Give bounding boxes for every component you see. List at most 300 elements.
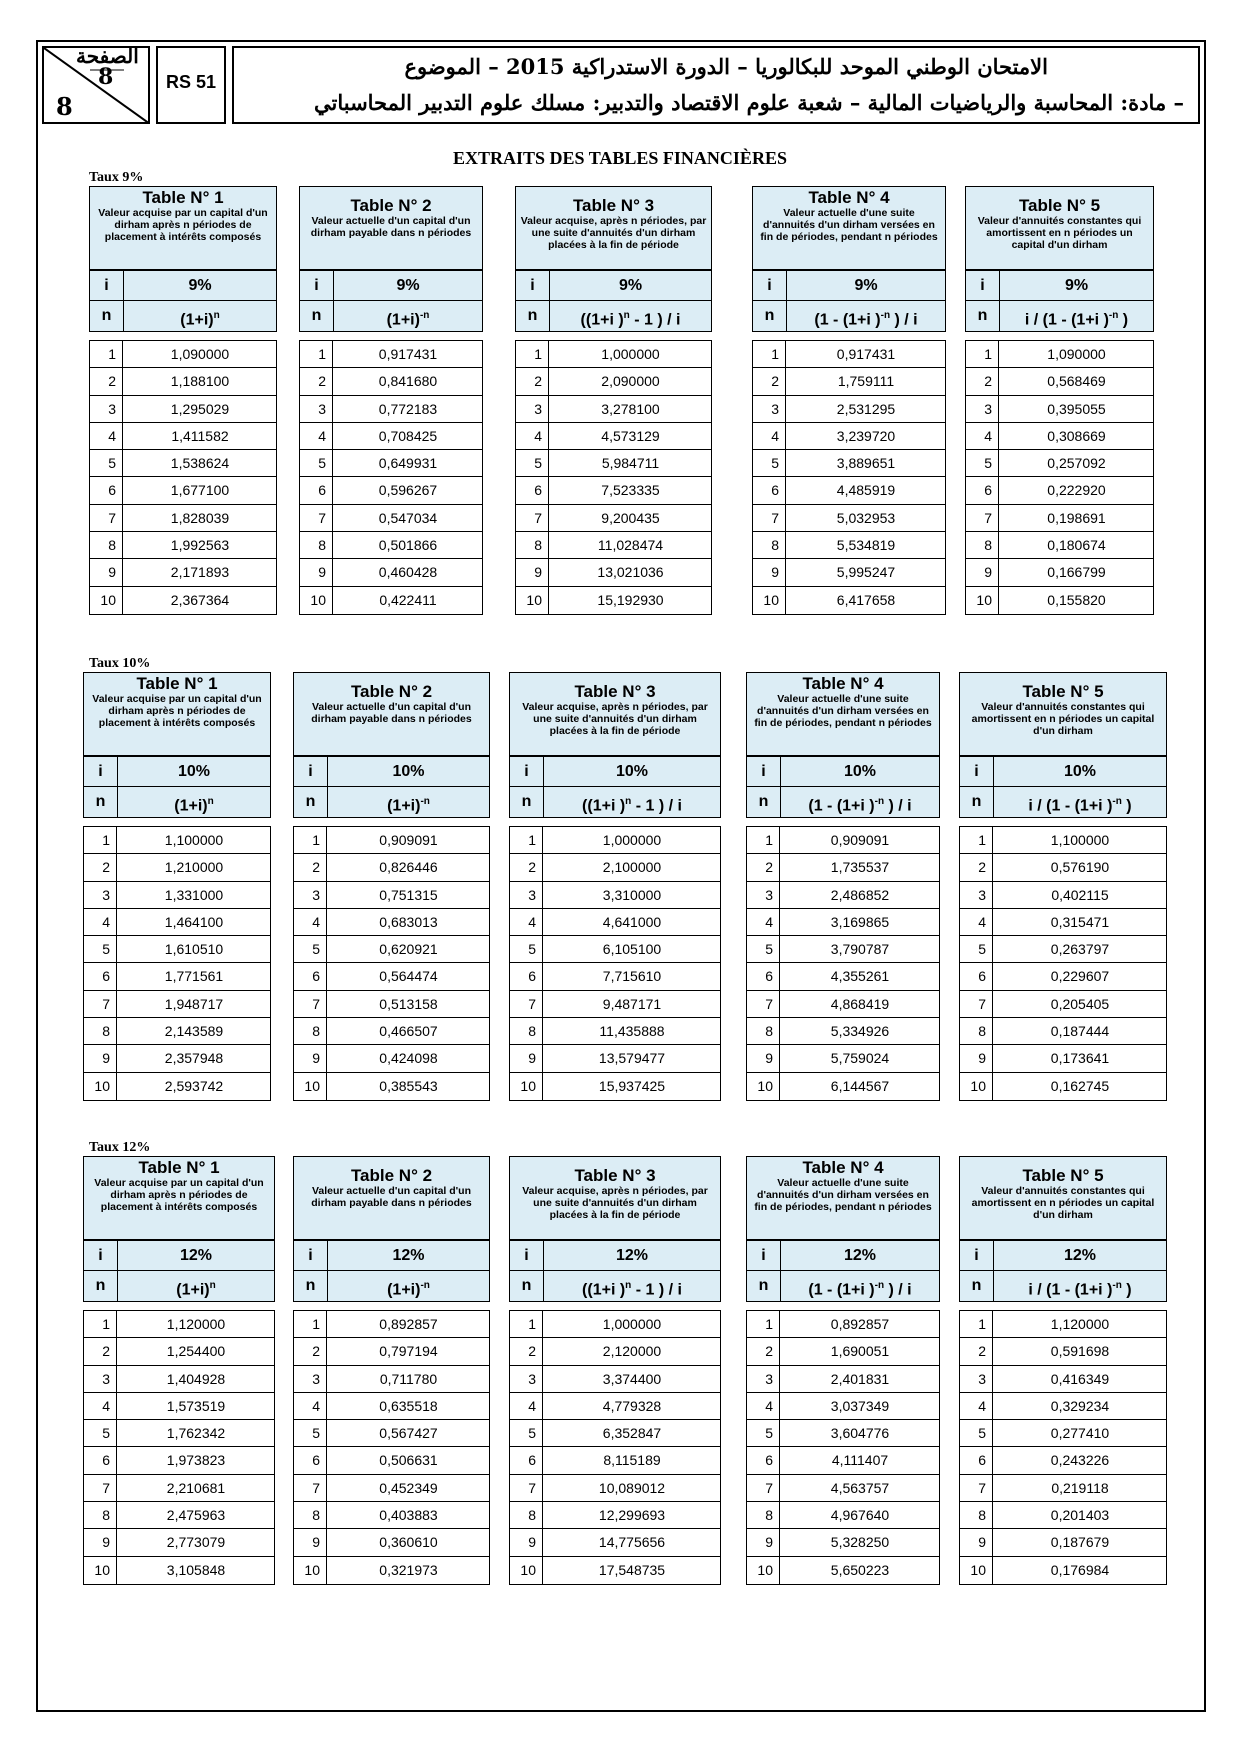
table-value: 0,917431 <box>378 346 438 362</box>
table-row <box>300 396 482 423</box>
table-row <box>960 909 1166 936</box>
table-value: 0,892857 <box>830 1316 890 1332</box>
table-value: 0,909091 <box>379 832 438 848</box>
table-header <box>515 186 712 270</box>
period-number: 3 <box>960 882 993 908</box>
table-row <box>753 341 945 368</box>
table-value: 4,967640 <box>830 1507 890 1524</box>
rate-value: 12% <box>843 1247 877 1264</box>
table-row <box>747 882 939 909</box>
table-row <box>753 423 945 450</box>
table-body <box>746 826 940 1101</box>
table-row <box>294 963 489 990</box>
rate-row <box>746 1240 940 1272</box>
period-number: 4 <box>753 423 786 449</box>
table-row <box>960 1311 1166 1338</box>
table-row <box>516 341 711 368</box>
table-title: Table N° 1 <box>138 1158 220 1177</box>
table-description: Valeur d'annuités constantes qui amortissent en n périodes un capital d'un dirham <box>977 215 1142 251</box>
table-body <box>299 340 483 615</box>
formula <box>118 1271 274 1301</box>
period-number: 1 <box>84 827 117 853</box>
rate-symbol: i <box>747 757 781 787</box>
rate-row <box>752 270 946 302</box>
formula-row <box>509 1270 721 1302</box>
table-description: Valeur actuelle d'une suite d'annuités d'un dirham versées en fin de périodes, pendant n périodes <box>754 693 932 729</box>
period-number: 5 <box>294 1420 327 1446</box>
table-value: 0,424098 <box>379 1050 438 1067</box>
period-number: 4 <box>960 909 993 935</box>
formula-tail: ) <box>1121 797 1132 815</box>
period-number: 7 <box>516 505 549 531</box>
table-row <box>516 477 711 504</box>
table-row <box>510 909 720 936</box>
table-row <box>510 1366 720 1393</box>
table-description: Valeur actuelle d'un capital d'un dirham payable dans n périodes <box>310 215 472 239</box>
table-row <box>516 559 711 586</box>
formula <box>994 1271 1166 1301</box>
table-description: Valeur d'annuités constantes qui amortissent en n périodes un capital d'un dirham <box>971 701 1155 737</box>
table-value: 9,200435 <box>601 509 660 526</box>
period-number: 1 <box>510 827 543 853</box>
formula-exponent: -n <box>1108 310 1119 321</box>
period-number: 2 <box>747 1338 780 1364</box>
table-value: 3,169865 <box>830 913 890 930</box>
table-value: 4,563757 <box>830 1479 890 1496</box>
table-value: 1,992563 <box>170 537 230 554</box>
table-value: 0,772183 <box>378 400 438 417</box>
rate-symbol: i <box>753 271 787 301</box>
exam-code: RS 51 <box>165 72 217 92</box>
rate-row <box>299 270 483 302</box>
financial-table <box>959 1156 1167 1626</box>
table-value: 0,155820 <box>1047 591 1106 608</box>
period-number: 1 <box>300 341 333 367</box>
period-symbol: n <box>510 1271 544 1301</box>
period-symbol: n <box>294 1271 328 1301</box>
period-number: 5 <box>747 1420 780 1446</box>
period-number: 8 <box>966 532 999 558</box>
table-value: 0,567427 <box>379 1425 438 1442</box>
table-title: Table N° 2 <box>350 196 432 215</box>
rate-symbol: i <box>294 757 328 787</box>
table-row <box>747 1529 939 1556</box>
table-title: Table N° 1 <box>136 674 218 693</box>
rate-value: 9% <box>854 277 878 294</box>
formula-exponent: -n <box>419 310 430 321</box>
table-row <box>966 396 1153 423</box>
table-value: 2,773079 <box>166 1534 226 1551</box>
period-number: 5 <box>510 936 543 962</box>
formula-row <box>89 300 277 332</box>
table-row <box>747 1366 939 1393</box>
table-header <box>83 1156 275 1240</box>
table-header <box>83 672 271 756</box>
rate-row <box>293 1240 490 1272</box>
period-number: 4 <box>294 1393 327 1419</box>
formula-row <box>83 786 271 818</box>
table-value: 0,329234 <box>1050 1397 1110 1414</box>
period-number: 4 <box>516 423 549 449</box>
table-title: Table N° 5 <box>1022 1166 1104 1185</box>
rate-symbol: i <box>294 1241 328 1271</box>
formula <box>544 1271 720 1301</box>
period-number: 5 <box>747 936 780 962</box>
period-number: 6 <box>747 1447 780 1473</box>
formula-base: (1 - (1+i ) <box>814 311 881 329</box>
table-row <box>966 450 1153 477</box>
table-value: 0,649931 <box>378 455 438 472</box>
period-number: 8 <box>84 1502 117 1528</box>
period-number: 4 <box>510 909 543 935</box>
table-value: 0,257092 <box>1047 455 1106 472</box>
table-row <box>747 1557 939 1584</box>
period-number: 10 <box>516 587 549 614</box>
table-value: 1,100000 <box>1050 832 1110 848</box>
period-number: 6 <box>510 1447 543 1473</box>
table-value: 1,464100 <box>164 913 224 930</box>
table-row <box>753 450 945 477</box>
table-row <box>753 396 945 423</box>
rate-symbol: i <box>516 271 550 301</box>
table-value: 0,321973 <box>379 1561 438 1578</box>
table-row <box>510 991 720 1018</box>
period-number: 1 <box>294 1311 327 1337</box>
table-row <box>90 477 276 504</box>
table-row <box>294 1420 489 1447</box>
table-value: 2,090000 <box>601 373 660 390</box>
table-row <box>294 1393 489 1420</box>
table-row <box>747 1393 939 1420</box>
period-number: 10 <box>966 587 999 614</box>
formula <box>994 787 1166 817</box>
period-number: 3 <box>747 882 780 908</box>
formula-exponent: -n <box>1112 1280 1122 1291</box>
table-header <box>752 186 946 270</box>
table-row <box>84 1045 270 1072</box>
formula-row <box>965 300 1154 332</box>
table-value: 0,917431 <box>836 346 896 362</box>
table-value: 2,401831 <box>830 1370 890 1387</box>
period-number: 3 <box>516 396 549 422</box>
table-value: 0,187444 <box>1050 1023 1110 1040</box>
table-value: 0,826446 <box>379 859 438 876</box>
table-value: 3,278100 <box>601 400 660 417</box>
table-body <box>515 340 712 615</box>
period-number: 7 <box>747 991 780 1017</box>
table-row <box>294 1447 489 1474</box>
formula <box>118 787 270 817</box>
period-number: 3 <box>84 882 117 908</box>
rate-row <box>515 270 712 302</box>
table-title: Table N° 3 <box>572 196 655 215</box>
rate-row <box>509 1240 721 1272</box>
table-body <box>959 826 1167 1101</box>
table-value: 0,452349 <box>379 1479 438 1496</box>
rate-value: 10% <box>392 763 425 780</box>
period-symbol: n <box>510 787 544 817</box>
table-row <box>747 1420 939 1447</box>
period-number: 6 <box>510 963 543 989</box>
table-row <box>747 1502 939 1529</box>
table-value: 17,548735 <box>598 1561 666 1578</box>
table-value: 0,403883 <box>379 1507 438 1524</box>
period-number: 8 <box>960 1502 993 1528</box>
table-row <box>510 1447 720 1474</box>
formula-base: (1+i) <box>180 311 214 329</box>
formula-base: (1+i) <box>176 1281 210 1299</box>
table-body <box>293 826 490 1101</box>
period-number: 9 <box>300 559 333 585</box>
formula-tail: ) / i <box>890 311 918 329</box>
table-row <box>960 1420 1166 1447</box>
period-number: 8 <box>747 1018 780 1044</box>
table-row <box>516 532 711 559</box>
table-value: 0,201403 <box>1050 1507 1110 1524</box>
table-row <box>510 1529 720 1556</box>
page-label: الصفحة <box>76 44 139 68</box>
rate-row <box>83 756 271 788</box>
table-value: 0,243226 <box>1050 1452 1110 1469</box>
rate-value: 10% <box>177 763 211 780</box>
period-number: 1 <box>960 1311 993 1337</box>
table-body <box>959 1310 1167 1585</box>
table-value: 4,868419 <box>830 995 890 1012</box>
table-row <box>960 1502 1166 1529</box>
rate-symbol: i <box>966 271 1000 301</box>
table-value: 2,593742 <box>164 1077 224 1094</box>
period-number: 5 <box>90 450 123 476</box>
table-value: 0,797194 <box>379 1343 438 1360</box>
table-row <box>84 1311 274 1338</box>
rate-section-label: Taux 10% <box>89 656 151 671</box>
period-number: 8 <box>516 532 549 558</box>
table-description: Valeur acquise, après n périodes, par une suite d'annuités d'un dirham placées à la fin de période <box>522 701 708 737</box>
table-row <box>294 1475 489 1502</box>
table-row <box>753 559 945 586</box>
table-row <box>294 1073 489 1100</box>
period-number: 7 <box>753 505 786 531</box>
table-row <box>294 882 489 909</box>
formula <box>787 301 945 331</box>
period-number: 3 <box>960 1366 993 1392</box>
table-value: 1,948717 <box>164 995 224 1012</box>
period-number: 9 <box>84 1529 117 1555</box>
table-row <box>90 505 276 532</box>
period-number: 6 <box>960 963 993 989</box>
table-row <box>300 368 482 395</box>
table-row <box>747 1475 939 1502</box>
table-value: 0,596267 <box>378 482 438 499</box>
period-number: 8 <box>753 532 786 558</box>
table-row <box>90 396 276 423</box>
table-description: Valeur d'annuités constantes qui amortissent en n périodes un capital d'un dirham <box>971 1185 1155 1221</box>
table-title: Table N° 3 <box>574 1166 656 1185</box>
table-value: 1,762342 <box>166 1425 226 1442</box>
formula <box>328 1271 489 1301</box>
exam-title-line2: – مادة: المحاسبة والرياضيات المالية – شعبة علوم الاقتصاد والتدبير: مسلك علوم التدبير المحاسباتي <box>313 90 1184 115</box>
period-number: 3 <box>84 1366 117 1392</box>
table-title: Table N° 5 <box>1018 196 1101 215</box>
table-value: 0,711780 <box>379 1370 438 1387</box>
period-number: 4 <box>90 423 123 449</box>
table-row <box>90 559 276 586</box>
table-body <box>89 340 277 615</box>
financial-table <box>959 672 1167 1142</box>
table-row <box>960 1366 1166 1393</box>
table-row <box>747 1338 939 1365</box>
table-value: 8,115189 <box>603 1452 661 1469</box>
table-value: 4,573129 <box>601 427 660 444</box>
rate-symbol: i <box>510 757 544 787</box>
table-value: 14,775656 <box>598 1534 666 1551</box>
period-number: 1 <box>516 341 549 367</box>
table-header <box>746 1156 940 1240</box>
rate-value: 12% <box>392 1247 425 1264</box>
period-number: 1 <box>90 341 123 367</box>
formula-exponent: -n <box>880 310 891 321</box>
table-value: 2,475963 <box>166 1507 226 1524</box>
table-value: 0,506631 <box>379 1452 438 1469</box>
formula-base: (1+i) <box>386 311 420 329</box>
period-number: 7 <box>960 1475 993 1501</box>
table-row <box>753 587 945 614</box>
table-description: Valeur acquise par un capital d'un dirham après n périodes de placement à intérêts composés <box>92 693 262 729</box>
table-value: 2,357948 <box>164 1050 224 1067</box>
financial-table <box>83 672 271 1142</box>
table-row <box>960 1018 1166 1045</box>
period-number: 2 <box>516 368 549 394</box>
table-row <box>90 341 276 368</box>
table-value: 6,105100 <box>602 941 662 958</box>
table-value: 0,315471 <box>1050 913 1110 930</box>
period-number: 6 <box>516 477 549 503</box>
period-number: 4 <box>960 1393 993 1419</box>
table-row <box>510 1018 720 1045</box>
period-number: 3 <box>300 396 333 422</box>
rate-symbol: i <box>84 1241 118 1271</box>
formula-base: (1 - (1+i ) <box>808 1281 875 1299</box>
table-row <box>966 341 1153 368</box>
table-row <box>516 450 711 477</box>
table-value: 4,355261 <box>830 968 890 985</box>
rate-symbol: i <box>960 1241 994 1271</box>
table-row <box>84 1502 274 1529</box>
table-row <box>510 827 720 854</box>
period-number: 5 <box>294 936 327 962</box>
table-header <box>959 1156 1167 1240</box>
table-body <box>746 1310 940 1585</box>
table-value: 3,889651 <box>836 455 896 472</box>
period-number: 2 <box>294 1338 327 1364</box>
table-row <box>747 991 939 1018</box>
table-value: 0,176984 <box>1050 1561 1110 1578</box>
table-value: 0,162745 <box>1050 1077 1110 1094</box>
period-number: 10 <box>84 1557 117 1584</box>
table-row <box>300 423 482 450</box>
formula-row <box>746 786 940 818</box>
table-row <box>84 1018 270 1045</box>
table-value: 11,028474 <box>597 537 664 554</box>
period-number: 6 <box>84 1447 117 1473</box>
formula-tail: ) / i <box>884 1281 912 1299</box>
period-symbol: n <box>84 1271 118 1301</box>
table-row <box>516 423 711 450</box>
table-title: Table N° 2 <box>350 682 433 701</box>
formula-row <box>746 1270 940 1302</box>
table-value: 2,143589 <box>164 1023 224 1040</box>
formula <box>544 787 720 817</box>
period-number: 8 <box>300 532 333 558</box>
table-value: 2,100000 <box>602 859 662 876</box>
period-symbol: n <box>294 787 328 817</box>
table-row <box>300 587 482 614</box>
exam-title-line1: الامتحان الوطني الموحد للبكالوريا – الدورة الاستدراكية 2015 – الموضوع <box>404 54 1048 79</box>
period-number: 2 <box>960 1338 993 1364</box>
period-number: 8 <box>960 1018 993 1044</box>
rate-symbol: i <box>90 271 124 301</box>
table-value: 3,239720 <box>836 427 896 444</box>
table-row <box>960 936 1166 963</box>
table-row <box>300 477 482 504</box>
table-value: 0,568469 <box>1047 373 1106 390</box>
table-value: 0,909091 <box>830 832 890 848</box>
table-row <box>960 1475 1166 1502</box>
table-row <box>960 991 1166 1018</box>
table-description: Valeur actuelle d'une suite d'annuités d'un dirham versées en fin de périodes, pendant n périodes <box>754 1177 932 1213</box>
formula-row <box>83 1270 275 1302</box>
period-number: 2 <box>960 854 993 880</box>
table-value: 2,531295 <box>836 400 896 417</box>
table-value: 0,841680 <box>378 373 438 390</box>
table-row <box>300 559 482 586</box>
table-value: 3,310000 <box>602 886 662 903</box>
period-number: 2 <box>84 854 117 880</box>
period-number: 3 <box>966 396 999 422</box>
table-value: 1,828039 <box>170 509 230 526</box>
period-number: 2 <box>300 368 333 394</box>
table-value: 1,610510 <box>164 941 224 958</box>
period-number: 9 <box>753 559 786 585</box>
table-row <box>84 1366 274 1393</box>
table-value: 1,690051 <box>830 1343 890 1360</box>
formula <box>1000 301 1153 331</box>
formula-exponent: n <box>207 796 214 807</box>
table-row <box>960 854 1166 881</box>
period-number: 6 <box>747 963 780 989</box>
table-row <box>960 882 1166 909</box>
table-value: 1,411582 <box>171 427 229 444</box>
formula <box>781 1271 939 1301</box>
table-value: 1,677100 <box>170 482 230 499</box>
table-value: 0,277410 <box>1050 1425 1110 1442</box>
table-value: 0,385543 <box>379 1077 438 1094</box>
table-row <box>294 854 489 881</box>
period-number: 6 <box>90 477 123 503</box>
table-header <box>965 186 1154 270</box>
period-number: 1 <box>960 827 993 853</box>
table-row <box>84 1557 274 1584</box>
table-value: 1,404928 <box>166 1370 226 1387</box>
formula-base: i / (1 - (1+i ) <box>1028 1281 1113 1299</box>
table-row <box>90 423 276 450</box>
table-row <box>84 1073 270 1100</box>
rate-value: 12% <box>179 1247 213 1264</box>
formula-exponent: n <box>623 310 630 321</box>
table-value: 0,547034 <box>378 509 438 526</box>
formula-base: (1+i) <box>174 797 208 815</box>
formula-tail: - 1 ) / i <box>631 797 682 815</box>
